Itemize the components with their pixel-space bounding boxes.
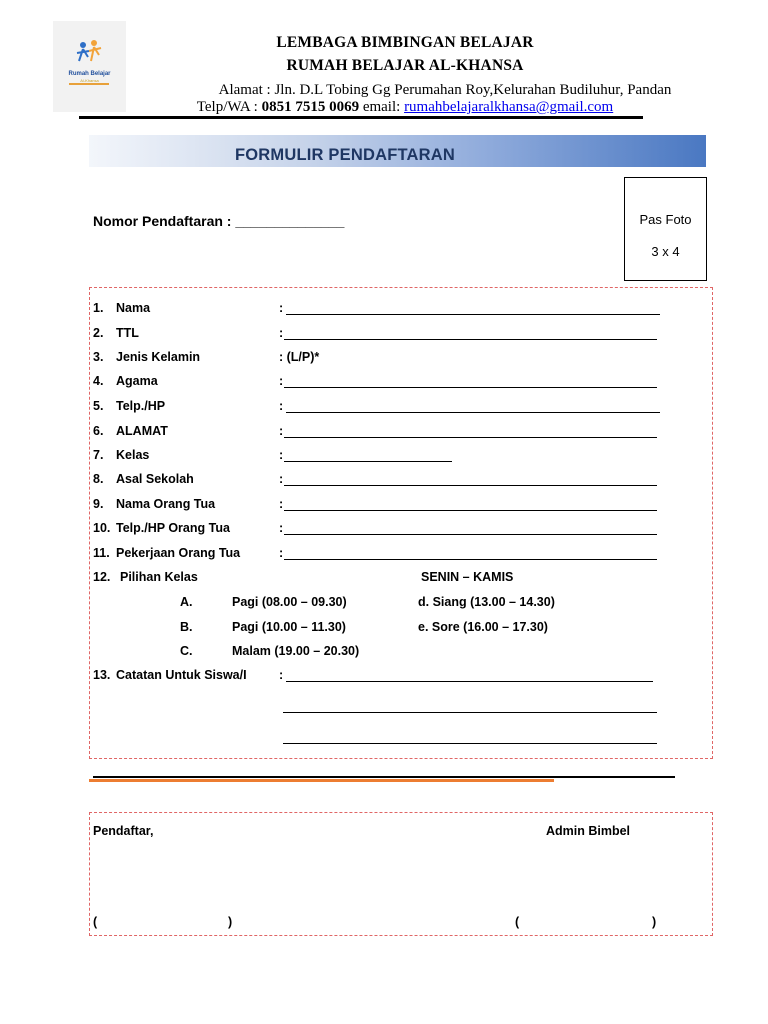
field-label: Telp./HP xyxy=(116,399,166,413)
field-number: 1. xyxy=(93,301,104,315)
email-prefix: email: xyxy=(362,99,401,115)
admin-sign-open: ( xyxy=(515,915,520,929)
field-colon: : xyxy=(279,521,284,535)
field-row-nama xyxy=(0,301,768,321)
logo xyxy=(53,21,126,112)
registrant-sign-open: ( xyxy=(93,915,98,929)
class-days: SENIN – KAMIS xyxy=(421,570,514,584)
institution-name: RUMAH BELAJAR AL-KHANSA xyxy=(286,57,524,74)
catatan-input-line-2[interactable] xyxy=(283,702,657,713)
field-number: 6. xyxy=(93,424,104,438)
field-number: 11. xyxy=(93,546,110,560)
field-label: Agama xyxy=(116,374,158,388)
field-label: Catatan Untuk Siswa/I xyxy=(116,668,247,682)
field-row-pekerjaan-orang-tua xyxy=(0,546,768,566)
field-number: 10. xyxy=(93,521,111,535)
field-label: Nama xyxy=(116,301,151,315)
field-colon: : xyxy=(279,497,284,511)
field-number: 5. xyxy=(93,399,104,413)
field-label: Pilihan Kelas xyxy=(120,570,198,584)
field-label: Nama Orang Tua xyxy=(116,497,216,511)
field-number: 2. xyxy=(93,326,104,340)
contact-line xyxy=(140,99,670,116)
field-row-telp xyxy=(0,399,768,419)
phone-number: 0851 7515 0069 xyxy=(261,99,360,115)
option-a-text[interactable]: Pagi (08.00 – 09.30) xyxy=(232,595,347,609)
registration-number: Nomor Pendaftaran : ______________ xyxy=(93,213,345,229)
nama-input-line[interactable] xyxy=(286,304,660,315)
field-number: 4. xyxy=(93,374,104,388)
phone-prefix: Telp/WA : xyxy=(196,99,258,115)
field-number: 3. xyxy=(93,350,104,364)
field-colon: : xyxy=(279,424,284,438)
agama-input-line[interactable] xyxy=(284,377,657,388)
kelas-input-line[interactable] xyxy=(284,451,452,462)
field-colon: : xyxy=(279,472,284,486)
registrant-label: Pendaftar, xyxy=(93,824,154,838)
field-colon: : xyxy=(279,301,284,315)
option-b-letter: B. xyxy=(180,620,193,634)
option-e-text[interactable]: e. Sore (16.00 – 17.30) xyxy=(418,620,548,634)
asal-sekolah-input-line[interactable] xyxy=(284,475,657,486)
email-link[interactable]: rumahbelajaralkhansa@gmail.com xyxy=(404,99,614,115)
field-row-pilihan-kelas xyxy=(0,570,768,590)
field-colon: : xyxy=(279,448,284,462)
photo-size: 3 x 4 xyxy=(651,244,680,259)
field-row-telp-orang-tua xyxy=(0,521,768,541)
photo-box xyxy=(624,177,707,281)
field-row-alamat xyxy=(0,424,768,444)
field-row-nama-orang-tua xyxy=(0,497,768,517)
logo-underline xyxy=(69,83,109,85)
option-c-letter: C. xyxy=(180,644,193,658)
catatan-input-line-1[interactable] xyxy=(286,671,653,682)
field-colon: : xyxy=(279,546,284,560)
field-number: 8. xyxy=(93,472,104,486)
field-colon: : xyxy=(279,326,284,340)
field-label: ALAMAT xyxy=(116,424,168,438)
registrant-sign-close: ) xyxy=(228,915,233,929)
institution-type: LEMBAGA BIMBINGAN BELAJAR xyxy=(276,34,534,51)
pekerjaan-orang-tua-input-line[interactable] xyxy=(284,549,657,560)
field-label: Asal Sekolah xyxy=(116,472,194,486)
header-divider xyxy=(79,116,643,119)
form-title: FORMULIR PENDAFTARAN xyxy=(234,146,455,164)
field-row-kelas xyxy=(0,448,768,468)
section-divider xyxy=(93,776,675,778)
admin-label: Admin Bimbel xyxy=(546,824,631,838)
option-c-text[interactable]: Malam (19.00 – 20.30) xyxy=(232,644,360,658)
field-label: Pekerjaan Orang Tua xyxy=(116,546,241,560)
ttl-input-line[interactable] xyxy=(284,329,657,340)
field-label: Kelas xyxy=(116,448,150,462)
field-number: 9. xyxy=(93,497,104,511)
logo-tagline: Al-Khansa xyxy=(80,78,99,83)
option-a-letter: A. xyxy=(180,595,193,609)
field-label: TTL xyxy=(116,326,139,340)
figure-logo-icon xyxy=(53,21,126,112)
field-colon: : xyxy=(279,399,284,413)
field-colon: : xyxy=(279,668,284,682)
nama-orang-tua-input-line[interactable] xyxy=(284,500,657,511)
gender-value: : (L/P)* xyxy=(279,350,320,364)
field-row-catatan xyxy=(0,668,768,688)
field-row-asal-sekolah xyxy=(0,472,768,492)
telp-orang-tua-input-line[interactable] xyxy=(284,524,657,535)
field-label: Telp./HP Orang Tua xyxy=(116,521,230,535)
section-divider-accent xyxy=(89,779,554,782)
option-d-text[interactable]: d. Siang (13.00 – 14.30) xyxy=(418,595,555,609)
field-label: Jenis Kelamin xyxy=(116,350,201,364)
field-number: 12. xyxy=(93,570,111,584)
catatan-input-line-3[interactable] xyxy=(283,733,657,744)
address: Alamat : Jln. D.L Tobing Gg Perumahan Roy,Kelurahan Budiluhur, Pandan xyxy=(218,82,672,98)
photo-label: Pas Foto xyxy=(639,212,692,227)
option-b-text[interactable]: Pagi (10.00 – 11.30) xyxy=(232,620,346,634)
admin-sign-close: ) xyxy=(652,915,657,929)
field-number: 13. xyxy=(93,668,111,682)
field-row-ttl xyxy=(0,326,768,346)
field-number: 7. xyxy=(93,448,104,462)
telp-input-line[interactable] xyxy=(286,402,660,413)
field-row-agama xyxy=(0,374,768,394)
logo-name: Rumah Belajar xyxy=(68,71,111,77)
field-colon: : xyxy=(279,374,284,388)
field-row-jenis-kelamin xyxy=(0,350,768,370)
alamat-input-line[interactable] xyxy=(284,427,657,438)
